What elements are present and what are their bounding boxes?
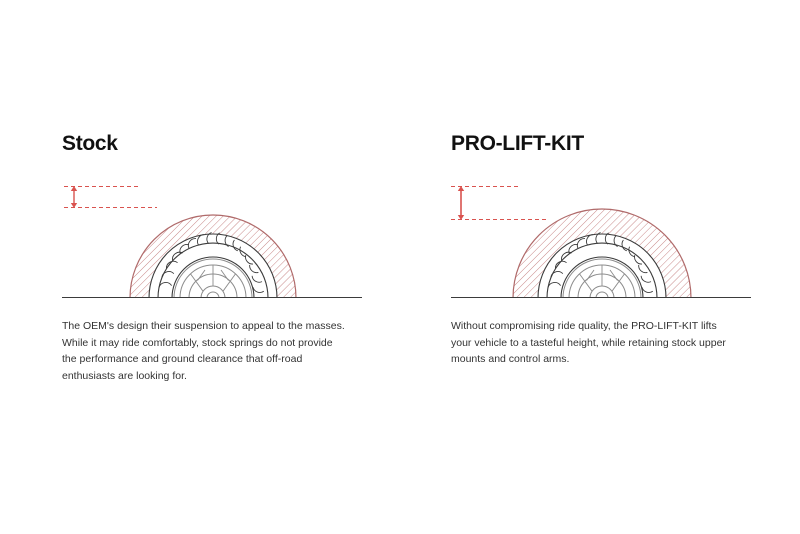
figure-stock bbox=[62, 186, 362, 298]
gap-measurement bbox=[451, 186, 546, 220]
panel-body-stock bbox=[62, 318, 350, 384]
panel-title-pro-lift-kit: PRO-LIFT-KIT bbox=[451, 132, 584, 155]
panel-pro-lift-kit bbox=[451, 130, 751, 368]
panel-title-stock: Stock bbox=[62, 132, 118, 155]
panel-body-text-stock: The OEM's design their suspension to appeal to the masses. While it may ride comfortably, stock springs do not provide the performance and ground clearance that off-road enthusiasts are looking for. bbox=[62, 320, 345, 382]
figure-pro-lift-kit bbox=[451, 186, 751, 298]
wheel-rim bbox=[174, 259, 252, 298]
panel-body-pro-lift-kit bbox=[451, 318, 739, 368]
wheel-rim bbox=[563, 259, 641, 298]
gap-measurement bbox=[64, 186, 157, 208]
panel-stock bbox=[62, 130, 362, 384]
panel-body-text-pro-lift-kit: Without compromising ride quality, the PRO-LIFT-KIT lifts your vehicle to a tasteful height, while retaining stock upper mounts and control arms. bbox=[451, 320, 726, 365]
